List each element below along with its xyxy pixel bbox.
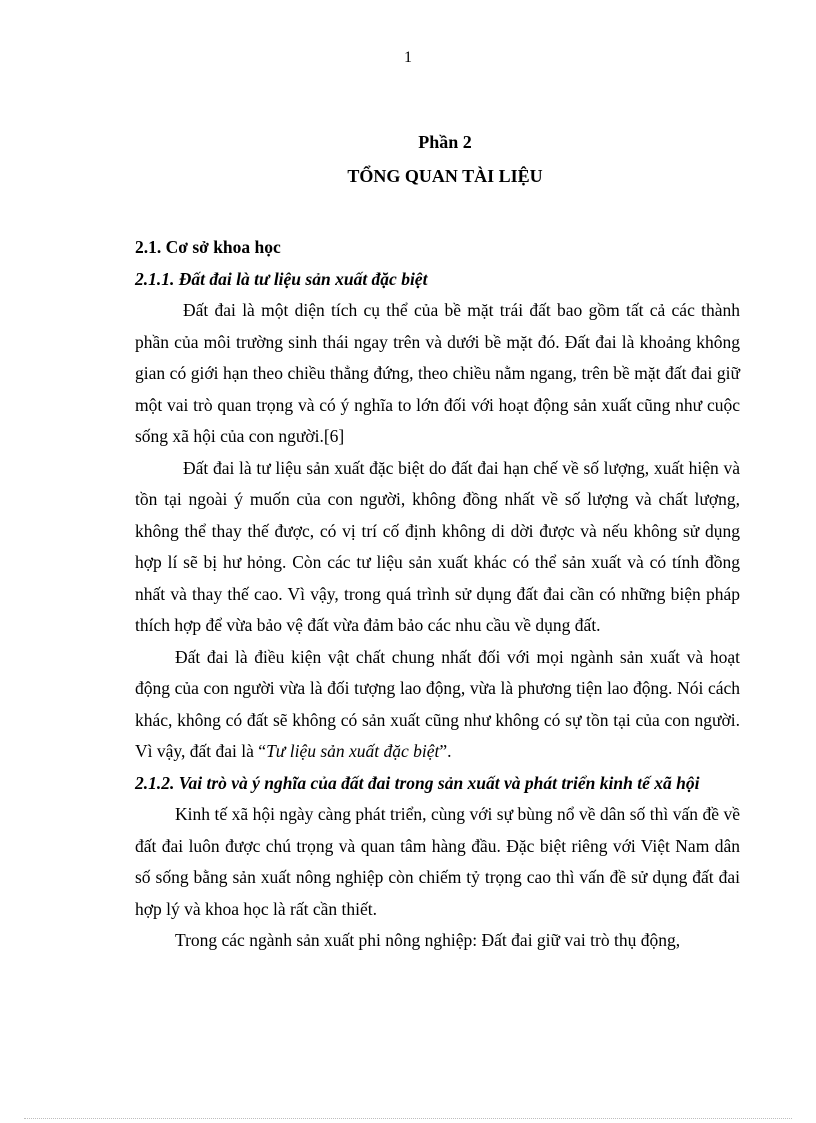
- document-title: TỔNG QUAN TÀI LIỆU: [347, 166, 543, 186]
- open-quote: “: [258, 741, 267, 761]
- paragraph-3: [135, 642, 740, 768]
- page-bottom-divider: [24, 1118, 792, 1119]
- close-quote: ”.: [439, 741, 452, 761]
- document-body: [135, 232, 740, 957]
- section-heading-2-1-1: 2.1.1. Đất đai là tư liệu sản xuất đặc biệt: [135, 268, 428, 289]
- section-heading-2-1: 2.1. Cơ sở khoa học: [135, 237, 281, 257]
- page-number: 1: [404, 49, 412, 66]
- paragraph-5: Trong các ngành sản xuất phi nông nghiệp: Đất đai giữ vai trò thụ động,: [175, 930, 681, 950]
- paragraph-1: Đất đai là một diện tích cụ thể của bề mặt trái đất bao gồm tất cả các thành phần của môi trường sinh thái ngay trên và dưới bề mặt đó. Đất đai là khoảng không gian có giới hạn theo chiều thẳng đứng, theo chiều nằm ngang, trên bề mặt đất đai giữ một vai trò quan trọng và có ý nghĩa to lớn đối với hoạt động sản xuất cũng như cuộc sống xã hội của con người.[6]: [135, 300, 740, 446]
- italic-term: Tư liệu sản xuất đặc biệt: [266, 741, 440, 761]
- paragraph-2: Đất đai là tư liệu sản xuất đặc biệt do đất đai hạn chế về số lượng, xuất hiện và tồn tại ngoài ý muốn của con người, không đồng nhất về số lượng và chất lượng, không thể thay thế được, có vị trí cố định không di dời được và nếu không sử dụng hợp lí sẽ bị hư hỏng. Còn các tư liệu sản xuất khác có thể sản xuất và có tính đồng nhất và thay thế cao. Vì vậy, trong quá trình sử dụng đất đai cần có những biện pháp thích hợp để vừa bảo vệ đất vừa đảm bảo các nhu cầu về dụng đất.: [135, 457, 740, 635]
- section-heading-2-1-2: 2.1.2. Vai trò và ý nghĩa của đất đai trong sản xuất và phát triển kinh tế xã hội: [135, 772, 700, 793]
- paragraph-3-text: Đất đai là điều kiện vật chất chung nhất đối với mọi ngành sản xuất và hoạt động của con người vừa là đối tượng lao động, vừa là phương tiện lao động. Nói cách khác, không có đất sẽ không có sản xuất cũng như không có sự tồn tại của con người. Vì vậy, đất đai là: [135, 646, 740, 761]
- part-title: Phần 2: [418, 132, 472, 152]
- paragraph-4: Kinh tế xã hội ngày càng phát triển, cùng với sự bùng nổ về dân số thì vấn đề về đất đai luôn được chú trọng và quan tâm hàng đầu. Đặc biệt riêng với Việt Nam dân số sống bằng sản xuất nông nghiệp còn chiếm tỷ trọng cao thì vấn đề sử dụng đất đai hợp lý và khoa học là rất cần thiết.: [135, 804, 740, 919]
